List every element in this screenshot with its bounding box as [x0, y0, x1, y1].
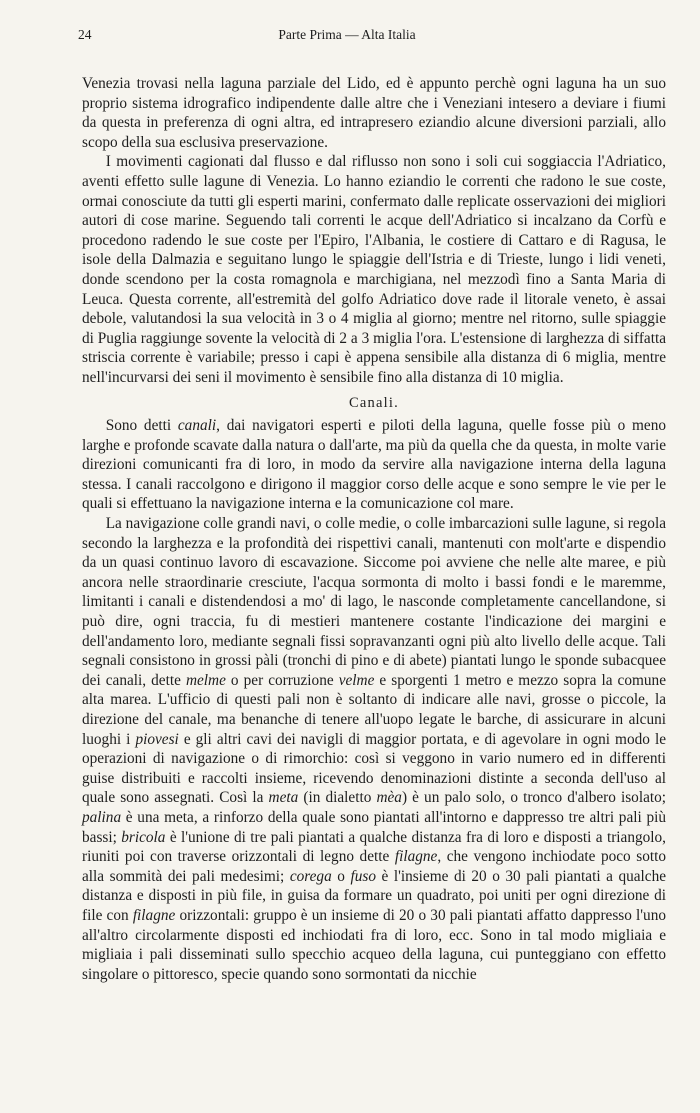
italic-term: piovesi [135, 730, 179, 748]
text-run: e sporgenti 1 metro e mezzo sopra la comune alta marea. L'ufficio di questi pali non è soltanto di indicare alle navi, grosse o piccole, la direzione del canale, ma benanche di tenere all'uopo legate le barche, di assicurare in alcuni luoghi i [82, 671, 666, 748]
paragraph [82, 74, 666, 152]
text-run: (in dialetto [298, 789, 377, 807]
italic-term: mèa [376, 789, 402, 807]
italic-term: melme [185, 671, 226, 689]
italic-term: canali [177, 417, 217, 435]
italic-term: palina [82, 808, 122, 826]
text-run: è l'insieme di 20 o 30 pali piantati a qualche distanza e disposti in più file, in guisa da formare un quadrato, poi uniti per ogni direzione di file con [82, 867, 667, 924]
text-run: o per corruzione [225, 671, 339, 689]
italic-term: velme [338, 671, 375, 689]
italic-term: fuso [350, 867, 376, 885]
italic-term: filagne [394, 848, 438, 866]
section-heading: Canali. [349, 394, 399, 411]
paragraph [82, 152, 666, 387]
italic-term: filagne [132, 906, 176, 924]
text-run: , che vengono inchiodate poco sotto alla sommità dei pali medesimi; [82, 848, 666, 885]
text-run: Sono detti [105, 417, 178, 435]
running-head [78, 27, 616, 47]
body-text [82, 74, 666, 984]
italic-term: meta [268, 789, 299, 807]
text-run: è una meta, a rinforzo della quale sono piantati all'intorno e dappresso tre altri pali più bassi; [82, 808, 666, 846]
page-number: 24 [78, 27, 92, 42]
text-run: , dai navigatori esperti e piloti della laguna, quelle fosse più o meno larghe e profonde scavate dalla natura o dall'arte, ma più da quella che da questa, in molte varie direzioni comunicanti fra di loro, in modo da servire alla navigazione interna della laguna stessa. I canali raccolgono e dirigono il maggior corso delle acque e sono sempre le vie per le quali si effettuano la navigazione interna e la comunicazione col mare. [82, 417, 666, 513]
text-run: o [331, 867, 351, 885]
running-title: Parte Prima — Alta Italia [278, 27, 416, 42]
italic-term: corega [289, 867, 332, 885]
paragraph [82, 514, 666, 984]
text-run: Venezia trovasi nella laguna parziale del Lido, ed è appunto perchè ogni laguna ha un suo proprio sistema idrografico indipendente dalle altre che i Veneziani intesero a deviare i fiumi da questa in preferenza di ogni altra, ed intrapresero eziandio alcune diversioni parziali, allo scopo della sua esclusiva preservazione. [82, 75, 666, 151]
text-run: e gli altri cavi dei navigli di maggior portata, e di agevolare in ogni modo le operazioni di navigazione o di rimorchio: così si veggono in vario numero ed in differenti guise distribuiti e raccolti insieme, ricevendo denominazioni distinte a seconda dell'uso al quale sono assegnati. Così la [82, 730, 666, 807]
italic-term: bricola [121, 828, 166, 846]
text-run: La navigazione colle grandi navi, o colle medie, o colle imbarcazioni sulle lagune, si regola secondo la larghezza e la profondità dei rispettivi canali, mantenuti con molt'arte e dispendio da un quasi continuo lavoro di escavazione. Siccome poi avviene che nelle alte maree, e più ancora nelle straordinarie cresciute, l'acqua sormonta di molto i bassi fondi e le maremme, limitanti i canali e distendendosi a mo' di lago, le nasconde completamente cancellandone, si può dire, ogni traccia, fu di mestieri mantenere costante l'indicazione dei margini e dell'andamento loro, mediante segnali fissi sopravanzanti ogni più alto livello delle acque. Tali segnali consistono in grossi pàli (tronchi di pino e di abete) piantati lungo le sponde subacquee dei canali, dette [82, 515, 666, 689]
text-run: è l'unione di tre pali piantati a qualche distanza fra di loro e disposti a triangolo, riuniti poi con traverse orizzontali di legno dette [82, 828, 667, 866]
text-run: orizzontali: gruppo è un insieme di 20 o 30 pali piantati affatto dappresso l'uno all'altro circolarmente disposti ed inchiodati fra di loro, ecc. Sono in tal modo migliaia e migliaia i pali disseminati sullo specchio acqueo della laguna, cui punteggiano con effetto singolare o pittoresco, specie quando sono sormontati da nicchie [82, 906, 666, 983]
text-run: I movimenti cagionati dal flusso e dal riflusso non sono i soli cui soggiaccia l'Adriatico, aventi effetto sulle lagune di Venezia. Lo hanno eziandio le correnti che radono le sue coste, ormai conosciute da tutti gli esperti marini, confermato dalle replicate osservazioni dei migliori autori di cose marine. Seguendo tali correnti le acque dell'Adriatico si incalzano da Corfù e procedono radendo le sue coste per l'Epiro, l'Albania, le costiere di Cattaro e di Ragusa, le isole della Dalmazia e seguitano lungo le spiaggie dell'Istria e di Trieste, lungo i lidi veneti, donde scendono per la costa romagnola e marchigiana, nel mezzodì fino a Santa Maria di Leuca. Questa corrente, all'estremità del golfo Adriatico dove rade il litorale veneto, è assai debole, valutandosi la sua velocità in 3 o 4 miglia al giorno; mentre nel ritorno, sulle spiaggie di Puglia raggiunge sovente la velocità di 2 a 3 miglia l'ora. L'estensione di larghezza di siffatta striscia corrente è variabile; presso i capi è appena sensibile alla distanza di 6 miglia, mentre nell'incurvarsi dei seni il movimento è sensibile fino alla distanza di 10 miglia. [82, 153, 666, 386]
paragraph [82, 416, 666, 514]
text-run: ) è un palo solo, o tronco d'albero isolato; [401, 789, 667, 807]
